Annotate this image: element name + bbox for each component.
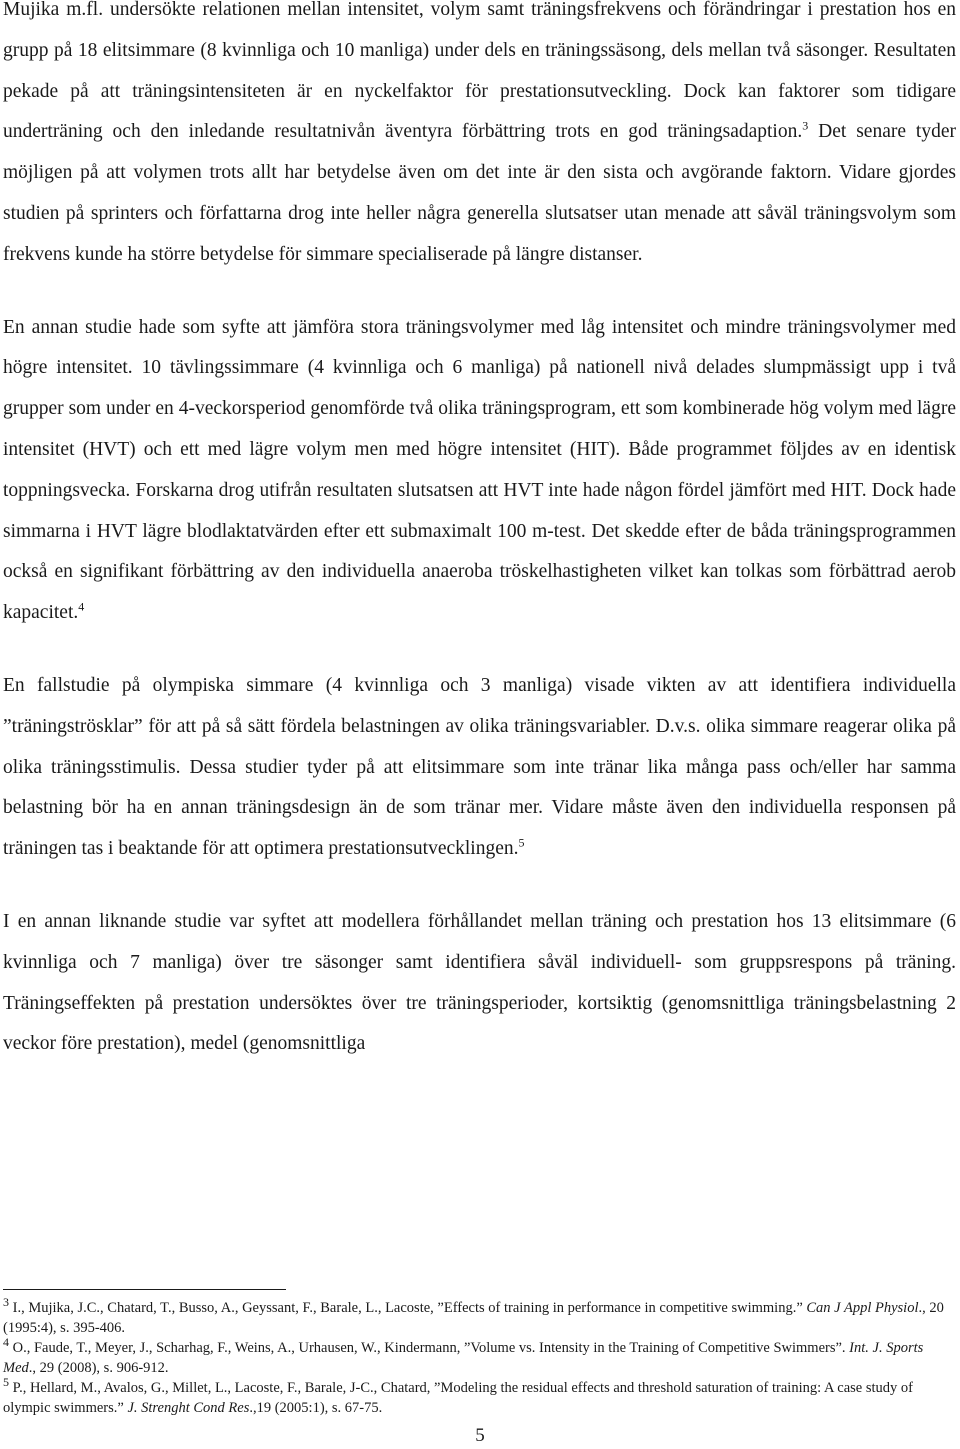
paragraph-3-text: En fallstudie på olympiska simmare (4 kvinnliga och 3 manliga) visade vikten av att identifiera individuella ”träningströsklar” för att på så sätt fördela belastningen av olika träningsvariabler. D.v.s. olika simmare reagerar olika på olika träningsstimulis. Dessa studier tyder på att elitsimmare som inte tränar lika många pass och/eller har samma belastning bör ha en annan träningsdesign än de som tränar mer. Vidare måste även den individuella responsen på träningen tas i beaktande för att optimera prestationsutvecklingen. xyxy=(3,674,956,860)
paragraph-1-text: Mujika m.fl. undersökte relationen mellan intensitet, volym samt träningsfrekvens och förändringar i prestation hos en grupp på 18 elitsimmare (8 kvinnliga och 10 manliga) under dels en träningssäsong, dels mellan två säsonger. Resultaten pekade på att träningsintensiteten är en nyckelfaktor för prestationsutveckling. Dock kan faktorer som tidigare underträning och den inledande resultatnivån äventyra förbättring trots en god träningsadaption. xyxy=(3,0,956,143)
footnote-text-end: ., 29 (2008), s. 906-912. xyxy=(28,1360,169,1376)
footnote-journal: Can J Appl Physiol xyxy=(806,1300,919,1316)
footnote-5 xyxy=(3,1375,956,1418)
footnote-3 xyxy=(3,1295,956,1338)
footnote-text: O., Faude, T., Meyer, J., Scharhag, F., Weins, A., Urhausen, W., Kindermann, ”Volume vs. Intensity in the Training of Competitive Swimmers”. xyxy=(9,1340,850,1356)
page-number: 5 xyxy=(475,1425,485,1446)
document-body xyxy=(3,0,956,1065)
footnote-number: 5 xyxy=(3,1375,9,1390)
footnote-ref-3[interactable]: 3 xyxy=(802,118,809,133)
paragraph-gap xyxy=(3,870,956,902)
footnote-separator xyxy=(3,1289,286,1290)
paragraph-4 xyxy=(3,902,956,1065)
paragraph-3 xyxy=(3,666,956,870)
footnote-4 xyxy=(3,1335,956,1378)
paragraph-1-text-continued: Det senare tyder möjligen på att volymen trots allt har betydelse även om det inte är den sista och avgörande faktorn. Vidare gjordes studien på sprinters och författarna drog inte heller några generella slutsatser utan menade att såväl träningsvolym som frekvens kunde ha större betydelse för simmare specialiserade på längre distanser. xyxy=(3,121,956,265)
paragraph-4-text: I en annan liknande studie var syftet att modellera förhållandet mellan träning och prestation hos 13 elitsimmare (6 kvinnliga och 7 manliga) över tre säsonger samt identifiera såväl individuell- som gruppsrespons på träning. Träningseffekten på prestation undersöktes över tre träningsperioder, kortsiktig (genomsnittliga träningsbelastning 2 veckor före prestation), medel (genomsnittliga xyxy=(3,910,956,1055)
footnote-text-end: .,19 (2005:1), s. 67-75. xyxy=(249,1400,383,1416)
paragraph-2 xyxy=(3,308,956,634)
footnote-ref-4[interactable]: 4 xyxy=(78,599,85,614)
paragraph-2-text: En annan studie hade som syfte att jämföra stora träningsvolymer med låg intensitet och mindre träningsvolymer med högre intensitet. 10 tävlingssimmare (4 kvinnliga och 6 manliga) på nationell nivå delades slumpmässigt upp i två grupper som under en 4-veckorsperiod genomförde två olika träningsprogram, ett som kombinerade hög volym med lägre intensitet (HVT) och ett med lägre volym men med högre intensitet (HIT). Både programmet följdes av en identisk toppningsvecka. Forskarna drog utifrån resultaten slutsatsen att HVT inte hade någon fördel jämfört med HIT. Dock hade simmarna i HVT lägre blodlaktatvärden efter ett submaximalt 100 m-test. Det skedde efter de båda träningsprogrammen också en signifikant förbättring av den individuella anaeroba tröskelhastigheten vilket kan tolkas som förbättrad aerob kapacitet. xyxy=(3,316,956,624)
footnote-ref-5[interactable]: 5 xyxy=(518,835,525,850)
footnote-text: I., Mujika, J.C., Chatard, T., Busso, A., Geyssant, F., Barale, L., Lacoste, ”Effects of training in performance in competitive swimming.” xyxy=(9,1300,807,1316)
footnote-journal: Int. J. Sports Med xyxy=(3,1340,924,1376)
paragraph-1 xyxy=(3,0,956,276)
footnote-text: P., Hellard, M., Avalos, G., Millet, L., Lacoste, F., Barale, J-C., Chatard, ”Modeling the residual effects and threshold saturation of training: A case study of olympic swimmers.” xyxy=(3,1380,913,1416)
paragraph-gap xyxy=(3,276,956,308)
paragraph-gap xyxy=(3,634,956,666)
footnote-number: 4 xyxy=(3,1335,9,1350)
footnote-number: 3 xyxy=(3,1295,9,1310)
footnotes xyxy=(3,1289,956,1418)
footnote-text-end: ., 20 (1995:4), s. 395-406. xyxy=(3,1300,944,1336)
footnote-journal: J. Strenght Cond Res xyxy=(127,1400,250,1416)
